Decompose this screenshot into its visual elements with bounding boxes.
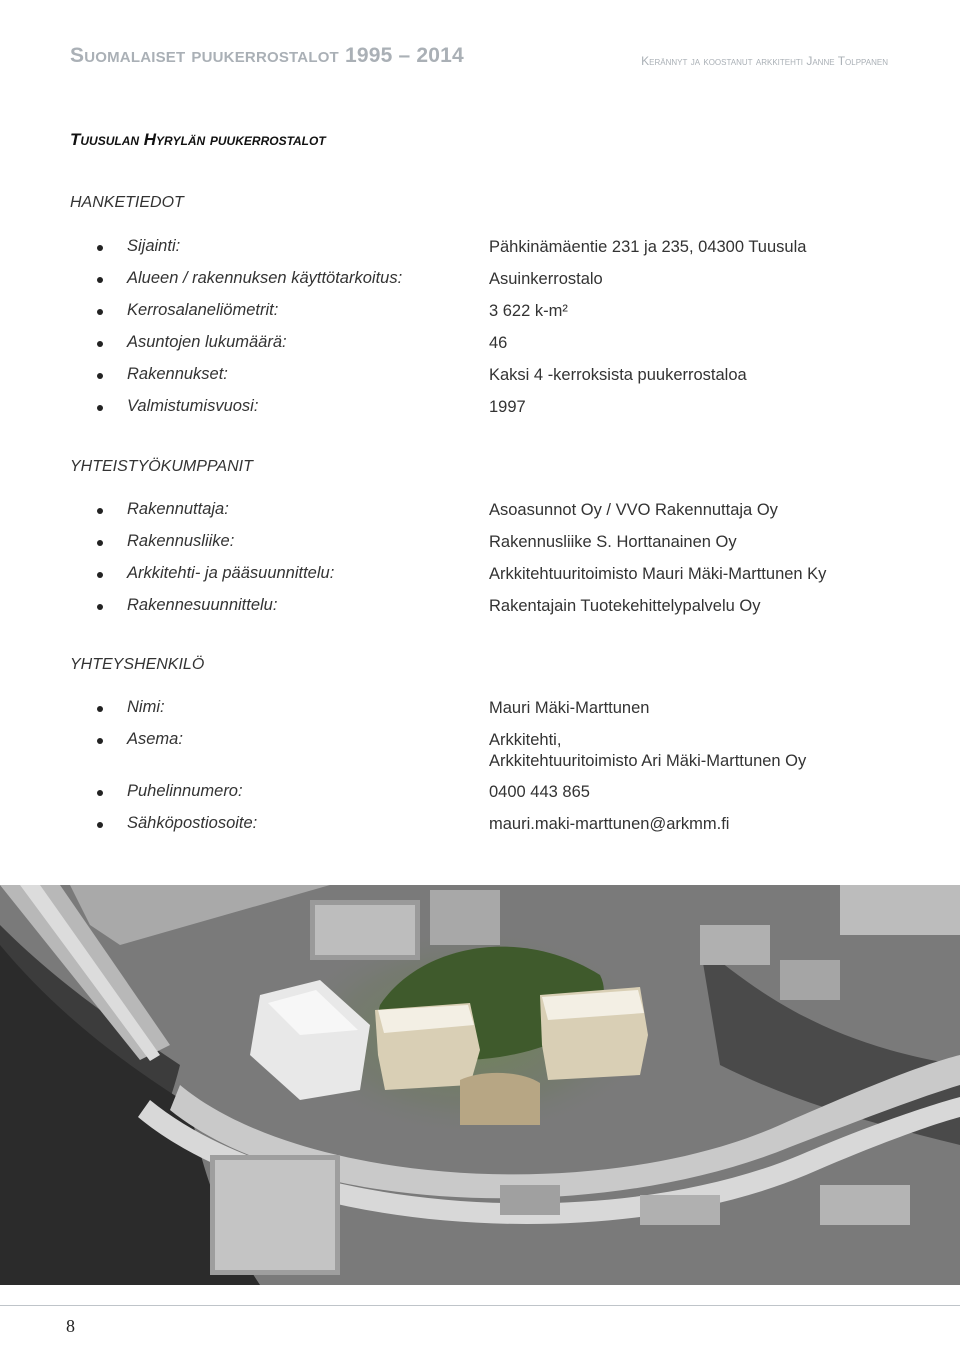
item-value: mauri.maki-marttunen@arkmm.fi xyxy=(489,815,730,833)
item-value: Mauri Mäki-Marttunen xyxy=(489,699,650,717)
page-number: 8 xyxy=(66,1316,75,1336)
item-value-line: Arkkitehti, xyxy=(489,731,562,749)
list-item xyxy=(0,782,960,814)
item-label: Puhelinnumero: xyxy=(127,782,243,800)
item-label: Rakennesuunnittelu: xyxy=(127,596,278,614)
document-header-author: Kerännyt ja koostanut arkkitehti Janne Tolppanen xyxy=(641,54,888,68)
list-item xyxy=(0,397,960,429)
item-label: Asema: xyxy=(127,730,183,748)
yhteistyokumppanit-list xyxy=(0,500,960,628)
bullet-icon xyxy=(97,508,103,514)
list-item xyxy=(0,730,960,782)
bullet-icon xyxy=(97,540,103,546)
section-heading-yhteyshenkilo: YHTEYSHENKILÖ xyxy=(70,656,205,673)
item-label: Arkkitehti- ja pääsuunnittelu: xyxy=(127,564,335,582)
section-heading-hanketiedot: HANKETIEDOT xyxy=(70,194,184,211)
item-value-line: Arkkitehtuuritoimisto Ari Mäki-Marttunen Oy xyxy=(489,752,807,770)
bullet-icon xyxy=(97,405,103,411)
list-item xyxy=(0,301,960,333)
bullet-icon xyxy=(97,277,103,283)
list-item xyxy=(0,814,960,846)
hanketiedot-list xyxy=(0,237,960,429)
bullet-icon xyxy=(97,341,103,347)
item-value xyxy=(489,730,806,772)
bullet-icon xyxy=(97,373,103,379)
item-label: Rakennusliike: xyxy=(127,532,235,550)
bullet-icon xyxy=(97,790,103,796)
list-item xyxy=(0,237,960,269)
list-item xyxy=(0,269,960,301)
list-item xyxy=(0,564,960,596)
item-value: 1997 xyxy=(489,398,526,416)
aerial-photo xyxy=(0,885,960,1285)
bullet-icon xyxy=(97,572,103,578)
list-item xyxy=(0,698,960,730)
page-title: Tuusulan Hyrylän puukerrostalot xyxy=(70,130,326,149)
bullet-icon xyxy=(97,706,103,712)
item-label: Valmistumisvuosi: xyxy=(127,397,259,415)
list-item xyxy=(0,365,960,397)
item-label: Asuntojen lukumäärä: xyxy=(127,333,287,351)
item-label: Rakennuttaja: xyxy=(127,500,229,518)
bullet-icon xyxy=(97,309,103,315)
document-header-title: Suomalaiset puukerrostalot 1995 – 2014 xyxy=(70,44,464,67)
item-label: Nimi: xyxy=(127,698,165,716)
item-value: 0400 443 865 xyxy=(489,783,590,801)
bullet-icon xyxy=(97,604,103,610)
bullet-icon xyxy=(97,245,103,251)
list-item xyxy=(0,596,960,628)
item-label: Rakennukset: xyxy=(127,365,228,383)
bullet-icon xyxy=(97,822,103,828)
yhteyshenkilo-list xyxy=(0,698,960,846)
item-value: 46 xyxy=(489,334,508,352)
item-value: Asuinkerrostalo xyxy=(489,270,603,288)
item-value: Asoasunnot Oy / VVO Rakennuttaja Oy xyxy=(489,501,778,519)
item-value: Rakentajain Tuotekehittelypalvelu Oy xyxy=(489,597,761,615)
item-value: Kaksi 4 -kerroksista puukerrostaloa xyxy=(489,366,747,384)
item-label: Kerrosalaneliömetrit: xyxy=(127,301,279,319)
item-label: Sähköpostiosoite: xyxy=(127,814,258,832)
bullet-icon xyxy=(97,738,103,744)
item-value: Pähkinämäentie 231 ja 235, 04300 Tuusula xyxy=(489,238,807,256)
list-item xyxy=(0,532,960,564)
item-value: Arkkitehtuuritoimisto Mauri Mäki-Marttunen Ky xyxy=(489,565,827,583)
item-label: Sijainti: xyxy=(127,237,181,255)
section-heading-yhteistyokumppanit: YHTEISTYÖKUMPPANIT xyxy=(70,458,253,475)
list-item xyxy=(0,500,960,532)
item-label: Alueen / rakennuksen käyttötarkoitus: xyxy=(127,269,403,287)
item-value: Rakennusliike S. Horttanainen Oy xyxy=(489,533,737,551)
list-item xyxy=(0,333,960,365)
footer-divider xyxy=(0,1305,960,1306)
item-value: 3 622 k-m² xyxy=(489,302,568,320)
